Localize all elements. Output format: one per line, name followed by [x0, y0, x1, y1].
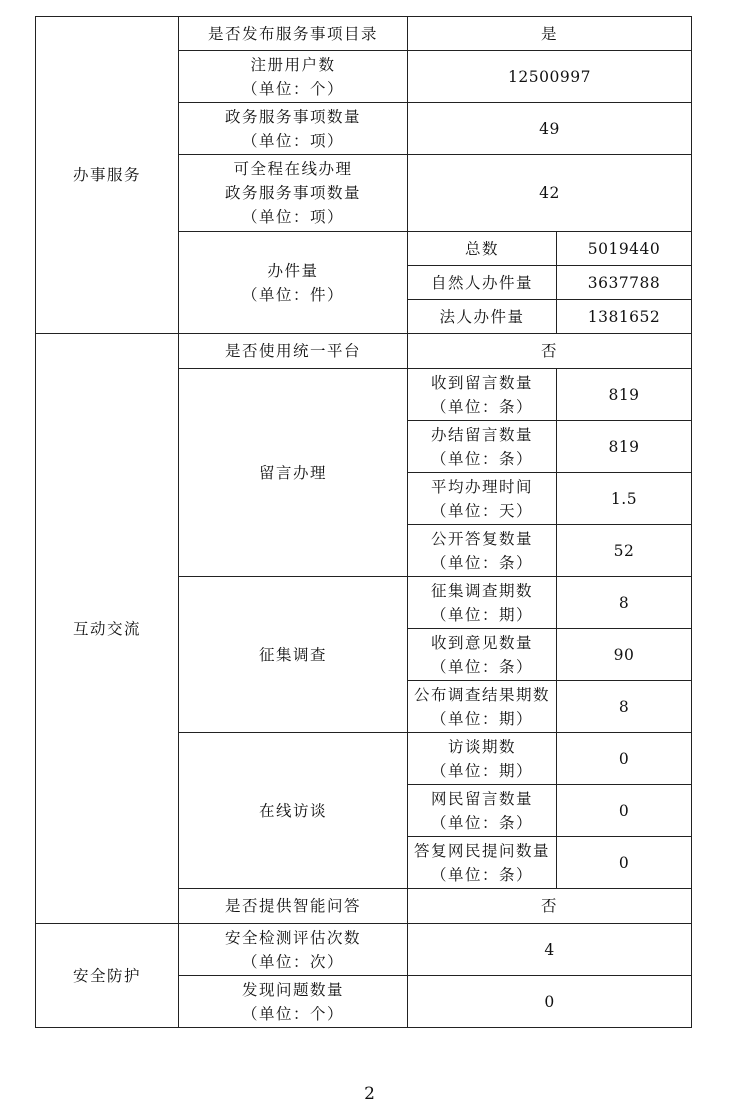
survey-row-label — [408, 629, 557, 681]
survey-row-label — [408, 681, 557, 733]
survey-periods-value: 8 — [557, 577, 692, 629]
volume-natural-label: 自然人办件量 — [408, 266, 557, 300]
items-label — [179, 103, 408, 155]
checks-value: 4 — [408, 924, 692, 976]
messages-public-label: 公开答复数量 — [430, 529, 533, 548]
survey-opinions-value: 90 — [557, 629, 692, 681]
messages-row-label — [408, 421, 557, 473]
volume-natural-value: 3637788 — [557, 266, 692, 300]
messages-received-label: 收到留言数量 — [430, 373, 533, 392]
users-unit: （单位：个） — [241, 79, 344, 98]
messages-public-value: 52 — [557, 525, 692, 577]
interview-replies-unit: （单位：条） — [430, 865, 533, 884]
survey-periods-label: 征集调查期数 — [430, 581, 533, 600]
survey-row-label — [408, 577, 557, 629]
users-value: 12500997 — [408, 51, 692, 103]
issues-label-text: 发现问题数量 — [241, 980, 344, 999]
platform-label: 是否使用统一平台 — [179, 334, 408, 369]
messages-row-label — [408, 369, 557, 421]
messages-closed-unit: （单位：条） — [430, 449, 533, 468]
volume-total-label: 总数 — [408, 232, 557, 266]
interview-replies-value: 0 — [557, 837, 692, 889]
messages-row-label — [408, 525, 557, 577]
online-label-text-2: 政务服务事项数量 — [224, 184, 361, 202]
survey-results-value: 8 — [557, 681, 692, 733]
survey-group: 征集调查 — [179, 577, 408, 733]
messages-closed-label: 办结留言数量 — [430, 425, 533, 444]
interview-periods-value: 0 — [557, 733, 692, 785]
catalog-label: 是否发布服务事项目录 — [179, 17, 408, 51]
checks-unit: （单位：次） — [241, 952, 344, 971]
issues-label — [179, 976, 408, 1028]
messages-received-value: 819 — [557, 369, 692, 421]
interview-periods-label: 访谈期数 — [447, 737, 516, 756]
messages-public-unit: （单位：条） — [430, 553, 533, 572]
section-services: 办事服务 — [36, 17, 179, 334]
catalog-value: 是 — [408, 17, 692, 51]
checks-label — [179, 924, 408, 976]
messages-row-label — [408, 473, 557, 525]
survey-results-label: 公布调查结果期数 — [413, 685, 550, 704]
volume-total-value: 5019440 — [557, 232, 692, 266]
items-unit: （单位：项） — [241, 131, 344, 150]
volume-label — [179, 232, 408, 334]
messages-closed-value: 819 — [557, 421, 692, 473]
users-label — [179, 51, 408, 103]
users-label-text: 注册用户数 — [250, 55, 336, 74]
volume-legal-label: 法人办件量 — [408, 300, 557, 334]
interview-row-label — [408, 837, 557, 889]
online-value: 42 — [408, 155, 692, 232]
section-security: 安全防护 — [36, 924, 179, 1028]
government-website-stats-table — [35, 16, 692, 1028]
online-label — [179, 155, 408, 232]
online-label-text-1: 可全程在线办理 — [233, 160, 353, 178]
survey-opinions-label: 收到意见数量 — [430, 633, 533, 652]
items-value: 49 — [408, 103, 692, 155]
interview-row-label — [408, 733, 557, 785]
volume-legal-value: 1381652 — [557, 300, 692, 334]
platform-value: 否 — [408, 334, 692, 369]
qa-value: 否 — [408, 889, 692, 924]
section-interaction: 互动交流 — [36, 334, 179, 924]
issues-value: 0 — [408, 976, 692, 1028]
interview-netizen-unit: （单位：条） — [430, 813, 533, 832]
issues-unit: （单位：个） — [241, 1004, 344, 1023]
messages-avgtime-value: 1.5 — [557, 473, 692, 525]
checks-label-text: 安全检测评估次数 — [224, 928, 361, 947]
page-number: 2 — [364, 1084, 375, 1104]
interview-group: 在线访谈 — [179, 733, 408, 889]
survey-periods-unit: （单位：期） — [430, 605, 533, 624]
messages-received-unit: （单位：条） — [430, 397, 533, 416]
volume-unit: （单位：件） — [241, 285, 344, 304]
interview-netizen-label: 网民留言数量 — [430, 789, 533, 808]
volume-label-text: 办件量 — [267, 261, 319, 280]
survey-results-unit: （单位：期） — [430, 709, 533, 728]
interview-periods-unit: （单位：期） — [430, 761, 533, 780]
survey-opinions-unit: （单位：条） — [430, 657, 533, 676]
online-unit: （单位：项） — [241, 208, 344, 226]
messages-group: 留言办理 — [179, 369, 408, 577]
interview-netizen-value: 0 — [557, 785, 692, 837]
qa-label: 是否提供智能问答 — [179, 889, 408, 924]
interview-row-label — [408, 785, 557, 837]
items-label-text: 政务服务事项数量 — [224, 107, 361, 126]
messages-avgtime-unit: （单位：天） — [430, 501, 533, 520]
interview-replies-label: 答复网民提问数量 — [413, 841, 550, 860]
messages-avgtime-label: 平均办理时间 — [430, 477, 533, 496]
